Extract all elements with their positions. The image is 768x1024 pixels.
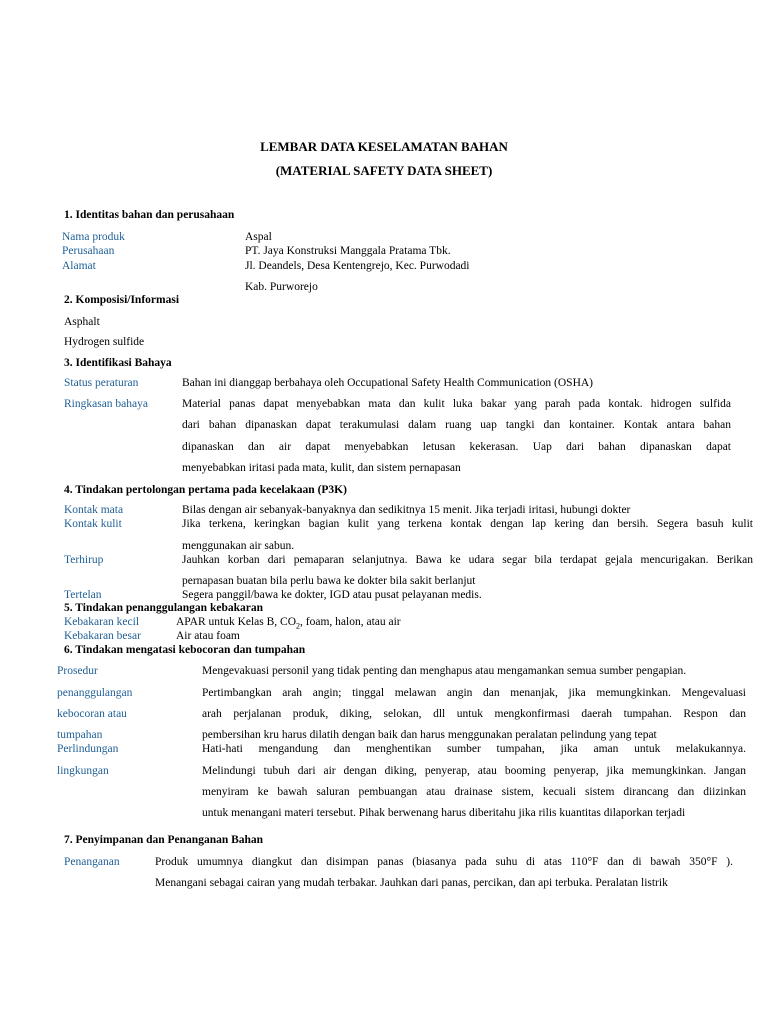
penanganan-text-line-1: Produk umumnya diangkut dan disimpan panas (biasanya pada suhu di atas 110°F dan di bawah 350°F ). xyxy=(155,856,733,868)
ringkasan-line-1: Material panas dapat menyebabkan mata dan kulit luka bakar yang parah pada kontak. hidrogen sulfida xyxy=(182,398,731,410)
label-prosedur-line-3: kebocoran atau xyxy=(57,708,127,720)
value-perusahaan: PT. Jaya Konstruksi Manggala Pratama Tbk. xyxy=(245,245,451,257)
label-terhirup: Terhirup xyxy=(64,554,104,566)
label-perlindungan-line-1: Perlindungan xyxy=(57,743,119,755)
label-status-peraturan: Status peraturan xyxy=(64,377,139,389)
prosedur-text-line-2: Pertimbangkan arah angin; tinggal melawan angin dan menanjak, jika memungkinkan. Mengevaluasi xyxy=(202,687,746,699)
label-alamat: Alamat xyxy=(62,260,96,272)
section-1-heading: 1. Identitas bahan dan perusahaan xyxy=(64,209,235,221)
document-title: LEMBAR DATA KESELAMATAN BAHAN xyxy=(260,139,508,154)
section-4-heading: 4. Tindakan pertolongan pertama pada kecelakaan (P3K) xyxy=(64,484,347,496)
label-kontak-kulit: Kontak kulit xyxy=(64,518,122,530)
label-perusahaan: Perusahaan xyxy=(62,245,115,257)
penanganan-text-line-2: Menangani sebagai cairan yang mudah terbakar. Jauhkan dari panas, percikan, dan api terbuka. Peralatan listrik xyxy=(155,877,668,889)
perlindungan-text-line-4: untuk menangani materi tersebut. Pihak berwenang harus diberitahu jika rilis kuantitas dilaporkan terjadi xyxy=(202,807,686,819)
value-kontak-mata: Bilas dengan air sebanyak-banyaknya dan sedikitnya 15 menit. Jika terjadi iritasi, hubungi dokter xyxy=(182,504,631,516)
ringkasan-line-4: menyebabkan iritasi pada mata, kulit, dan sistem pernapasan xyxy=(182,462,461,474)
section-6-heading: 6. Tindakan mengatasi kebocoran dan tumpahan xyxy=(64,644,306,656)
label-nama-produk: Nama produk xyxy=(62,231,125,243)
kontak-kulit-line-2: menggunakan air sabun. xyxy=(182,540,295,552)
ringkasan-line-3: dipanaskan dan air dapat menyebabkan letusan kekerasan. Uap dari bahan dipanaskan dapat xyxy=(182,441,731,453)
perlindungan-text-line-1: Hati-hati mengandung dan menghentikan sumber tumpahan, jika aman untuk melakukannya. xyxy=(202,743,746,755)
label-ringkasan-bahaya: Ringkasan bahaya xyxy=(64,398,148,410)
ringkasan-line-2: dari bahan dipanaskan dapat terakumulasi dalam ruang uap tangki dan kontainer. Kontak antara bahan xyxy=(182,419,731,431)
section-7-heading: 7. Penyimpanan dan Penanganan Bahan xyxy=(64,834,264,846)
composition-item-hydrogen-sulfide: Hydrogen sulfide xyxy=(64,336,145,348)
value-kebakaran-kecil: APAR untuk Kelas B, $CO_2$, foam, halon, atau air xyxy=(176,616,401,631)
prosedur-text-line-1: Mengevakuasi personil yang tidak penting dan menghapus atau mengamankan semua sumber pengapian. xyxy=(202,665,687,677)
value-status-peraturan: Bahan ini dianggap berbahaya oleh Occupational Safety Health Communication (OSHA) xyxy=(182,377,594,389)
label-tertelan: Tertelan xyxy=(64,589,102,601)
perlindungan-text-line-2: Melindungi tubuh dari air dengan diking, penyerap, atau booming penyerap, jika memungkinkan. Jangan xyxy=(202,765,746,777)
composition-item-asphalt: Asphalt xyxy=(64,316,100,328)
label-prosedur-line-1: Prosedur xyxy=(57,665,98,677)
prosedur-text-line-3: arah perjalanan produk, diking, selokan, dll untuk mengkonfirmasi daerah tumpahan. Respon dan xyxy=(202,708,746,720)
label-kebakaran-kecil: Kebakaran kecil xyxy=(64,616,140,628)
value-alamat-line2: Kab. Purworejo xyxy=(245,281,318,293)
value-kebakaran-besar: Air atau foam xyxy=(176,630,240,642)
document-subtitle: (MATERIAL SAFETY DATA SHEET) xyxy=(275,163,493,178)
label-prosedur-line-4: tumpahan xyxy=(57,729,103,741)
label-prosedur-line-2: penanggulangan xyxy=(57,687,133,699)
terhirup-line-1: Jauhkan korban dari pemaparan selanjutnya. Bawa ke udara segar bila terdapat gejala mencurigakan. Berikan xyxy=(182,554,753,566)
section-5-heading: 5. Tindakan penanggulangan kebakaran xyxy=(64,602,263,614)
prosedur-text-line-4: pembersihan kru harus dilatih dengan baik dan harus menggunakan peralatan pelindung yang tepat xyxy=(202,729,657,741)
perlindungan-text-line-3: menyiram ke bawah saluran pembuangan atau drainase sistem, kecuali sistem dirancang dan diizinkan xyxy=(202,786,746,798)
kontak-kulit-line-1: Jika terkena, keringkan bagian kulit yang terkena kontak dengan lap kering dan bersih. Segera basuh kulit xyxy=(182,518,753,530)
value-alamat-line1: Jl. Deandels, Desa Kentengrejo, Kec. Purwodadi xyxy=(245,260,470,272)
label-penanganan: Penanganan xyxy=(64,856,120,868)
value-tertelan: Segera panggil/bawa ke dokter, IGD atau pusat pelayanan medis. xyxy=(182,589,482,601)
section-2-heading: 2. Komposisi/Informasi xyxy=(64,294,180,306)
section-3-heading: 3. Identifikasi Bahaya xyxy=(64,357,172,369)
label-perlindungan-line-2: lingkungan xyxy=(57,765,109,777)
label-kontak-mata: Kontak mata xyxy=(64,504,124,516)
value-nama-produk: Aspal xyxy=(245,231,272,243)
label-kebakaran-besar: Kebakaran besar xyxy=(64,630,141,642)
terhirup-line-2: pernapasan buatan bila perlu bawa ke dokter bila sakit berlanjut xyxy=(182,575,476,587)
